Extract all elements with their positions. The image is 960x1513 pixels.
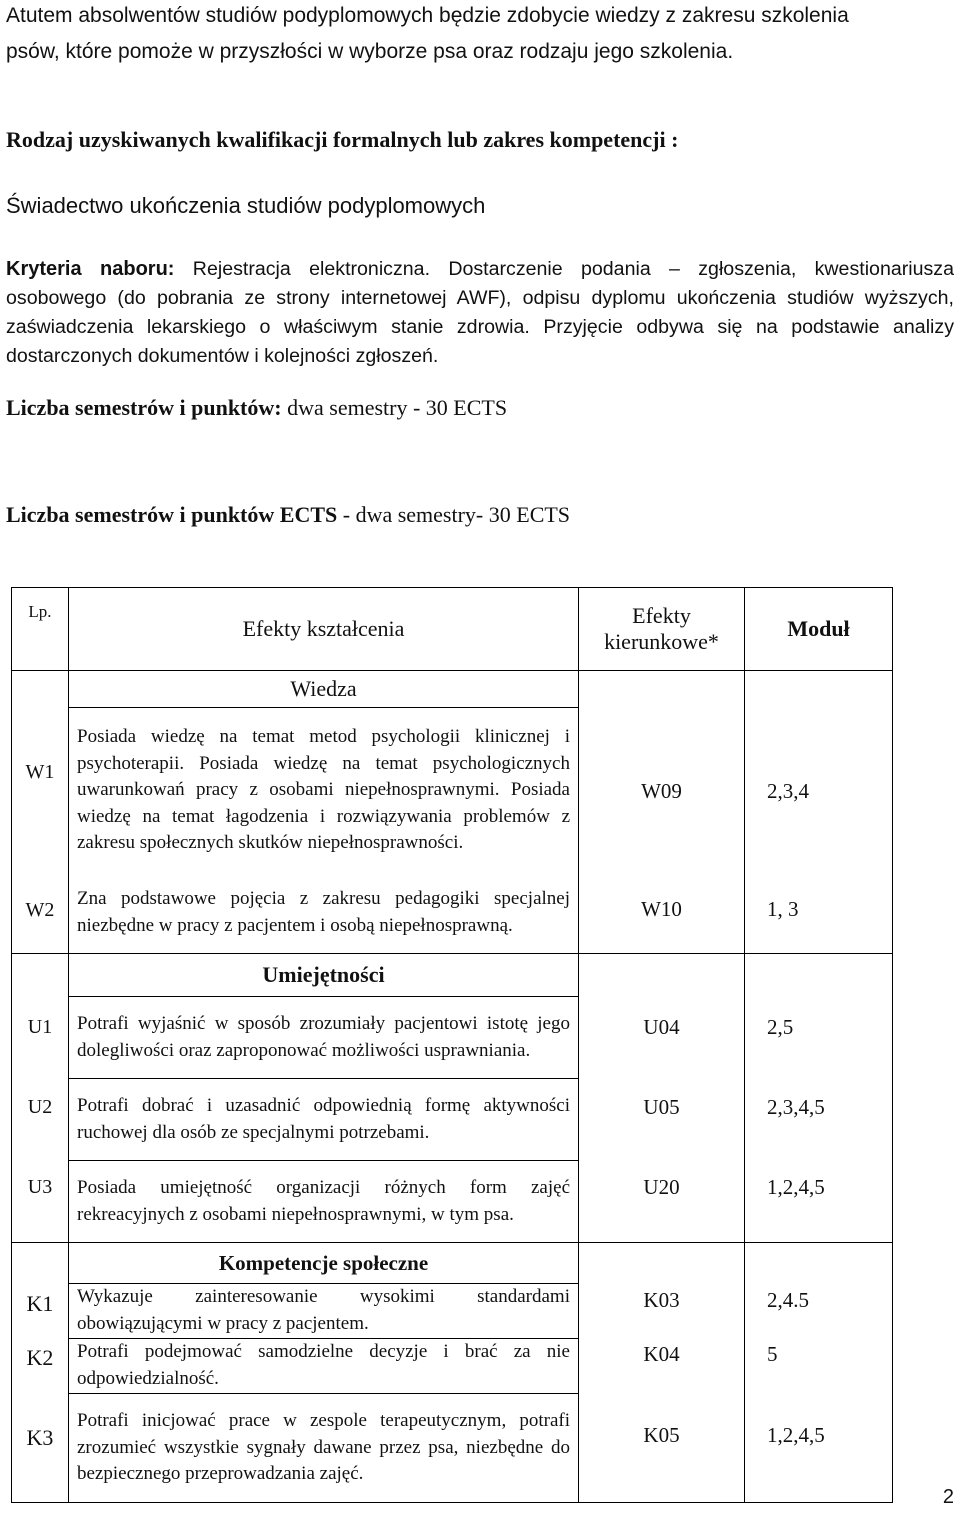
section-row-wiedza bbox=[12, 671, 893, 708]
code-k04: K04 bbox=[643, 1342, 680, 1366]
lp-k2: K2 bbox=[26, 1345, 54, 1370]
header-effects: Efekty kształcenia bbox=[69, 588, 579, 671]
semesters-label: Liczba semestrów i punktów: bbox=[6, 395, 282, 420]
lp-w1: W1 bbox=[25, 761, 55, 783]
lp-u3: U3 bbox=[27, 1176, 53, 1198]
lp-k1: K1 bbox=[26, 1291, 54, 1316]
table-header-row bbox=[12, 588, 893, 671]
semesters-value: dwa semestry - 30 ECTS bbox=[287, 395, 508, 420]
intro-line-1: Atutem absolwentów studiów podyplomowych będzie zdobycie wiedzy z zakresu szkolenia bbox=[6, 4, 849, 27]
intro-line-2: psów, które pomoże w przyszłości w wyborze psa oraz rodzaju jego szkolenia. bbox=[6, 40, 734, 63]
desc-u1: Potrafi wyjaśnić w sposób zrozumiały pacjentowi istotę jego dolegliwości oraz zaproponować możliwości usprawniania. bbox=[69, 997, 579, 1079]
page-number: 2 bbox=[942, 1486, 954, 1508]
module-cell-group-umiejetnosci bbox=[745, 954, 893, 1243]
header-lp: Lp. bbox=[12, 588, 69, 671]
section-row-umiejetnosci bbox=[12, 954, 893, 997]
code-cell-group-wiedza bbox=[579, 671, 745, 954]
lp-cell-group-wiedza bbox=[12, 671, 69, 954]
desc-k2: Potrafi podejmować samodzielne decyzje i brać za nie odpowiedzialność. bbox=[69, 1339, 579, 1394]
section-row-kompetencje bbox=[12, 1243, 893, 1284]
lp-k3: K3 bbox=[26, 1425, 54, 1450]
module-k3: 1,2,4,5 bbox=[767, 1423, 825, 1447]
section-title-umiejetnosci: Umiejętności bbox=[69, 954, 579, 997]
lp-cell-group-umiejetnosci bbox=[12, 954, 69, 1243]
header-module: Moduł bbox=[745, 588, 893, 671]
qualifications-heading: Rodzaj uzyskiwanych kwalifikacji formalnych lub zakres kompetencji : bbox=[6, 127, 679, 152]
criteria-text: Rejestracja elektroniczna. Dostarczenie podania – zgłoszenia, kwestionariusza osobowego (do pobrania ze strony internetowej AWF), odpisu dyplomu ukończenia studiów wyższych, zaświadczenia lekarskiego o właściwym stanie zdrowia. Przyjęcie odbywa się na podstawie analizy dostarczonych dokumentów i kolejności zgłoszeń. bbox=[6, 258, 954, 367]
code-u05: U05 bbox=[643, 1095, 680, 1119]
code-k05: K05 bbox=[643, 1423, 680, 1447]
lp-w2: W2 bbox=[25, 899, 55, 921]
semesters-ects-line bbox=[6, 502, 570, 528]
header-direction-effects: Efekty kierunkowe* bbox=[579, 588, 745, 671]
lp-u2: U2 bbox=[27, 1096, 53, 1118]
desc-k3: Potrafi inicjować prace w zespole terapeutycznym, potrafi zrozumieć wszystkie sygnały dawane przez psa, niezbędne do bezpiecznego przeprowadzania zajęć. bbox=[69, 1394, 579, 1503]
desc-w2: Zna podstawowe pojęcia z zakresu pedagogiki specjalnej niezbędne w pracy z pacjentem i osobą niepełnosprawną. bbox=[69, 873, 579, 954]
module-w1: 2,3,4 bbox=[767, 779, 809, 803]
section-title-wiedza: Wiedza bbox=[69, 671, 579, 708]
code-u20: U20 bbox=[643, 1175, 680, 1199]
qualifications-value: Świadectwo ukończenia studiów podyplomowych bbox=[6, 193, 486, 218]
module-u2: 2,3,4,5 bbox=[767, 1095, 825, 1119]
lp-cell-group-kompetencje bbox=[12, 1243, 69, 1503]
desc-k1: Wykazuje zainteresowanie wysokimi standardami obowiązującymi w pracy z pacjentem. bbox=[69, 1284, 579, 1339]
module-k2: 5 bbox=[767, 1342, 778, 1366]
code-w09: W09 bbox=[641, 779, 682, 803]
module-cell-group-wiedza bbox=[745, 671, 893, 954]
module-k1: 2,4.5 bbox=[767, 1288, 809, 1312]
desc-u2: Potrafi dobrać i uzasadnić odpowiednią formę aktywności ruchowej dla osób ze specjalnymi potrzebami. bbox=[69, 1079, 579, 1161]
criteria-paragraph bbox=[6, 255, 954, 371]
semesters-ects-value: - dwa semestry- 30 ECTS bbox=[337, 502, 571, 527]
criteria-label: Kryteria naboru: bbox=[6, 258, 175, 280]
code-cell-group-kompetencje bbox=[579, 1243, 745, 1503]
section-title-kompetencje: Kompetencje społeczne bbox=[69, 1243, 579, 1284]
module-u1: 2,5 bbox=[767, 1015, 794, 1039]
module-w2: 1, 3 bbox=[767, 897, 799, 921]
code-k03: K03 bbox=[643, 1288, 680, 1312]
desc-u3: Posiada umiejętność organizacji różnych form zajęć rekreacyjnych z osobami niepełnosprawnymi, w tym psa. bbox=[69, 1161, 579, 1243]
desc-w1: Posiada wiedzę na temat metod psychologii klinicznej i psychoterapii. Posiada wiedzę na temat psychologicznych uwarunkowań pracy z osobami niepełnosprawnymi. Posiada wiedzę na temat łagodzenia i rozwiązywania problemów z zakresu społecznych skutków niepełnosprawności. bbox=[69, 708, 579, 873]
semesters-line bbox=[6, 395, 507, 421]
code-cell-group-umiejetnosci bbox=[579, 954, 745, 1243]
code-w10: W10 bbox=[641, 897, 682, 921]
learning-effects-table bbox=[11, 587, 893, 1503]
module-cell-group-kompetencje bbox=[745, 1243, 893, 1503]
semesters-ects-label: Liczba semestrów i punktów ECTS bbox=[6, 502, 338, 527]
code-u04: U04 bbox=[643, 1015, 680, 1039]
lp-u1: U1 bbox=[27, 1016, 53, 1038]
module-u3: 1,2,4,5 bbox=[767, 1175, 825, 1199]
